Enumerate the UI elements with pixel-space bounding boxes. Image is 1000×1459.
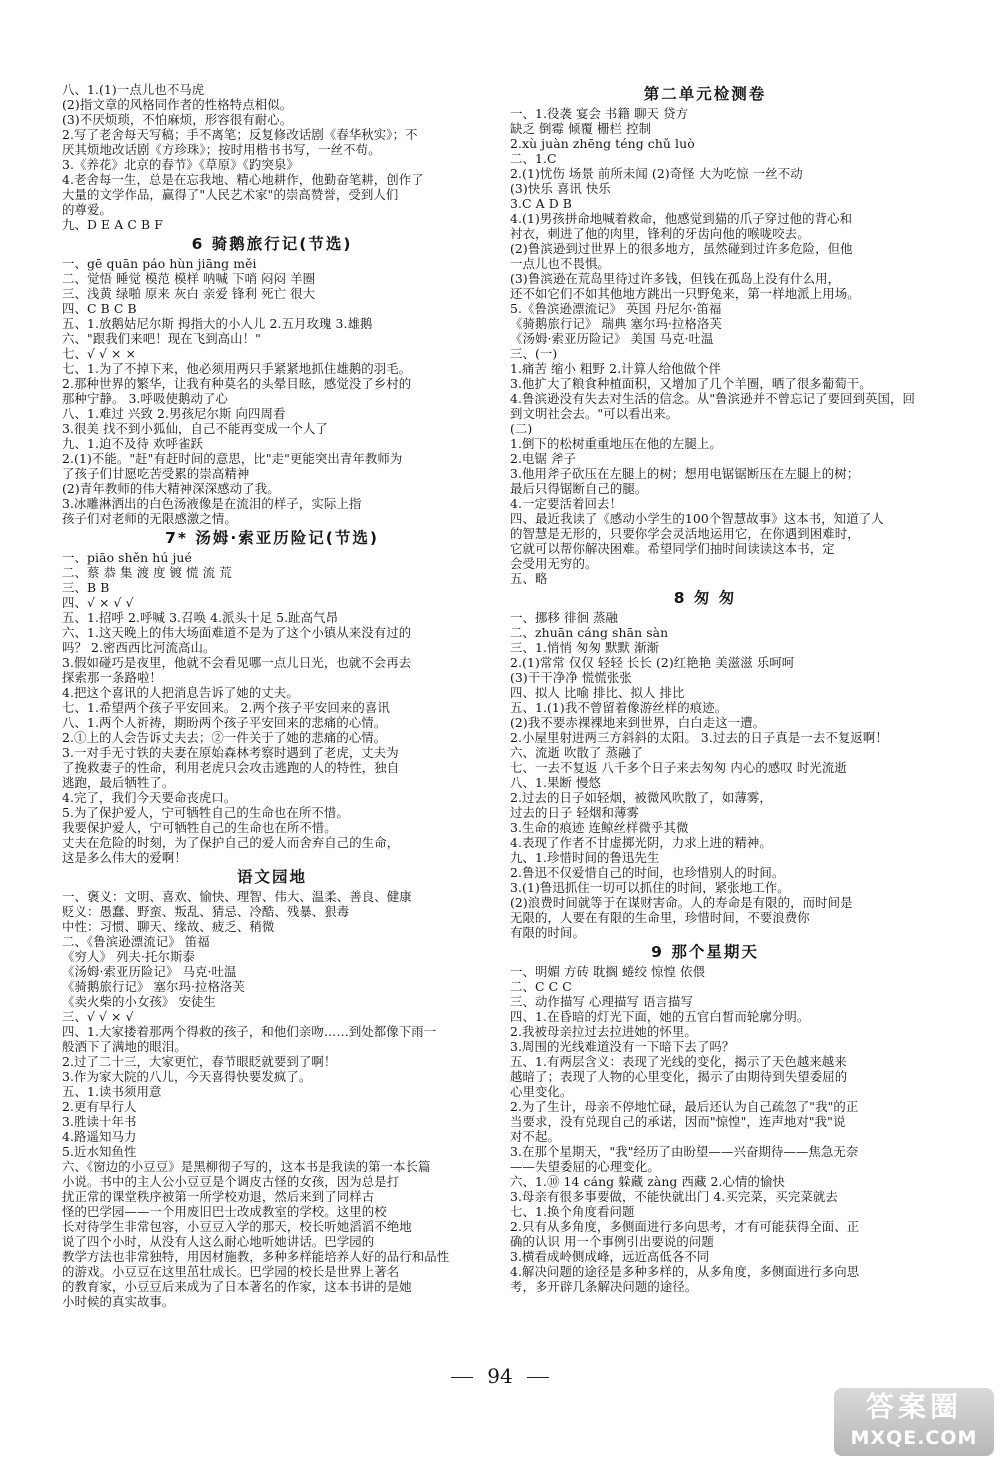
answer-line: 四、最近我读了《感动小学生的100个智慧故事》这本书，知道了人	[510, 511, 884, 526]
answer-line: 2.过了二十三，大家更忙，春节眼眨就要到了啊！	[62, 1054, 337, 1069]
answer-line: 4.鲁滨逊没有失去对生活的信念。从"鲁滨逊并不曾忘记了要回到英国，回	[510, 391, 916, 406]
answer-line: 无限的，人要在有限的生命里，珍惜时间，不要浪费你	[510, 910, 810, 925]
answer-line: 八、1.两个人祈祷，期盼两个孩子平安回来的悲痛的心情。	[62, 715, 387, 730]
answer-line: (二)	[510, 421, 533, 436]
answer-line: 逃跑，最后牺牲了。	[62, 775, 175, 790]
answer-line: 3.假如碰巧是夜里，他就不会看见哪一点儿日光，也就不会再去	[62, 655, 412, 670]
answer-line: 八、1.(1)一点儿也不马虎	[62, 82, 205, 97]
answer-line: 五、1.放鹅姑尼尔斯 拇指大的小人儿 2.五月玫瑰 3.雄鹅	[62, 316, 373, 331]
answer-line: 2.那种世界的繁华，让我有种莫名的头晕目眩，感觉没了乡村的	[62, 376, 412, 391]
answer-line: 它就可以帮你解决困难。希望同学们抽时间读读这本书，定	[510, 541, 835, 556]
answer-line: 二、zhuān cáng shān sàn	[510, 625, 669, 640]
answer-line: 4.老舍每一生，总是在忘我地、精心地耕作，他勤奋笔耕，创作了	[62, 172, 424, 187]
answer-line: 4.解决问题的途径是多种多样的，从多角度，多侧面进行多向思	[510, 1264, 860, 1279]
page-number-dash-right	[527, 1377, 549, 1378]
right-column	[510, 82, 940, 1294]
answer-line: 六、1.⑩ 14 cáng 躲藏 zàng 西藏 2.心情的愉快	[510, 1174, 785, 1189]
answer-line: 了孩子们甘愿吃苦受累的崇高精神	[62, 466, 250, 481]
answer-line: 一、1.役袭 宴会 书籍 聊天 贷方	[510, 106, 689, 121]
answer-line: 《骑鹅旅行记》 瑞典 塞尔玛·拉格洛芙	[510, 316, 722, 331]
answer-line: 2.过去的日子如轻烟，被微风吹散了，如薄雾，	[510, 790, 772, 805]
answer-line: (2)青年教师的伟大精神深深感动了我。	[62, 481, 280, 496]
answer-line: 2.电锯 斧子	[510, 451, 577, 466]
answer-line: 四、拟人 比喻 排比、拟人 排比	[510, 685, 685, 700]
answer-line: (2)指文章的风格同作者的性格特点相似。	[62, 97, 293, 112]
answer-line: 四、1.大家搂着那两个得救的孩子，和他们亲吻……到处都像下雨一	[62, 1024, 437, 1039]
answer-line: 2.写了老舍每天写稿；手不离笔；反复修改话剧《春华秋实》；不	[62, 127, 418, 142]
answer-line: 的智慧是无形的，只要你学会灵活地运用它，在你遇到困难时，	[510, 526, 860, 541]
answer-line: 六、"跟我们来吧！现在飞到高山！"	[62, 331, 261, 346]
answer-line: 3.在那个星期天，"我"经历了由盼望——兴奋期待——焦急无奈	[510, 1144, 859, 1159]
answer-line: 《卖火柴的小女孩》 安徒生	[62, 994, 216, 1009]
section-heading: 7* 汤姆·索亚历险记(节选)	[165, 529, 379, 547]
answer-line: 七、1.为了不掉下来，他必须用两只手紧紧地抓住雄鹅的羽毛。	[62, 361, 412, 376]
watermark-url: MXQE.COM	[850, 1427, 978, 1449]
answer-line: 3.C A D B	[510, 196, 573, 211]
answer-line: 我要保护爱人，宁可牺牲自己的生命也在所不惜。	[62, 820, 337, 835]
answer-line: 3.母亲有很多事要做，不能快就出门 4.买完菜，买完菜就去	[510, 1189, 838, 1204]
answer-line: 当要求，没有兑现自己的承诺，因而"惊惶"，连声地对"我"说	[510, 1114, 846, 1129]
answer-line: 2.鲁迅不仅爱惜自己的时间，也珍惜别人的时间。	[510, 865, 785, 880]
answer-line: 这是多么伟大的爱啊！	[62, 850, 187, 865]
answer-line: 5.近水知鱼性	[62, 1144, 137, 1159]
answer-line: 四、C B C B	[62, 301, 137, 316]
answer-line: 厌其烦地改话剧《方珍珠》；按时用楷书书写，一丝不苟。	[62, 142, 381, 157]
answer-line: 《汤姆·索亚历险记》 美国 马克·吐温	[510, 331, 714, 346]
answer-line: 一、明媚 方砖 耽搁 蜷绞 惊惶 依偎	[510, 964, 706, 979]
section-heading: 第二单元检测卷	[643, 85, 767, 103]
answer-line: 三、动作描写 心理描写 语言描写	[510, 994, 693, 1009]
answer-line: 六、1.这天晚上的伟大场面难道不是为了这个小镇从来没有过的	[62, 625, 412, 640]
answer-line: 二、蔡 恭 集 渡 度 镀 慌 流 荒	[62, 565, 232, 580]
answer-line: 八、1.难过 兴致 2.男孩尼尔斯 向四周看	[62, 406, 286, 421]
page-number: 94	[487, 1364, 513, 1388]
answer-line: 六、《窗边的小豆豆》是黑柳彻子写的，这本书是我读的第一本长篇	[62, 1159, 431, 1174]
watermark-title: 答案圈	[865, 1390, 962, 1423]
answer-line: 一、褒义：文明、喜欢、愉快、理智、伟大、温柔、善良、健康	[62, 889, 412, 904]
answer-line: 三、(一)	[510, 346, 558, 361]
answer-line: 九、D E A C B F	[62, 217, 163, 232]
section-heading: 语文园地	[236, 868, 307, 886]
answer-line: 扰正常的课堂秩序被第一所学校劝退，然后来到了同样古	[62, 1189, 375, 1204]
answer-line: (2)浪费时间就等于在谋财害命。人的寿命是有限的，而时间是	[510, 895, 853, 910]
answer-line: (2)我不要赤裸裸地来到世界，白白走这一遭。	[510, 715, 766, 730]
answer-line: 的游戏。小豆豆在这里茁壮成长。巴学园的校长是世界上著名	[62, 1264, 400, 1279]
answer-line: 的尊爱。	[62, 202, 112, 217]
answer-line: 《穷人》 列夫·托尔斯泰	[62, 949, 195, 964]
answer-line: 缺乏 倒霉 倾覆 栅栏 控制	[510, 121, 652, 136]
answer-line: 小说。书中的主人公小豆豆是个调皮古怪的女孩，因为总是打	[62, 1174, 400, 1189]
page-number-footer	[0, 1364, 1000, 1388]
answer-line: 那种宁静。 3.呼吸使鹅动了心	[62, 391, 228, 406]
answer-line: 怪的巴学园——一个用废旧巴士改成教室的学校。这里的校	[62, 1204, 387, 1219]
answer-line: 七、一去不复返 八千多个日子来去匆匆 内心的感叹 时光流逝	[510, 760, 847, 775]
answer-line: 二、C C C	[510, 979, 572, 994]
answer-line: 中性：习惯、聊天、缘故、疲乏、稍微	[62, 919, 275, 934]
answer-line: 五、1.有两层含义：表现了光线的变化，揭示了天色越来越来	[510, 1054, 847, 1069]
answer-line: 三、√ √ × √	[62, 1009, 134, 1024]
answer-line: 2.(1)不能。"赶"有赶时间的意思，比"走"更能突出青年教师为	[62, 451, 403, 466]
answer-line: 3.(1)鲁迅抓住一切可以抓住的时间，紧张地工作。	[510, 880, 790, 895]
answer-line: 4.完了，我们今天要命丧虎口。	[62, 790, 237, 805]
answer-line: 了挽救妻子的性命，利用老虎只会攻击逃跑的人的特性，独自	[62, 760, 400, 775]
answer-line: 衬衣，刺进了他的肉里，锋利的牙齿向他的喉咙咬去。	[510, 226, 810, 241]
answer-line: 3.很美 找不到小狐仙，自己不能再变成一个人了	[62, 421, 328, 436]
answer-line: 4.一定要活着回去！	[510, 496, 622, 511]
answer-line: 五、略	[510, 571, 548, 586]
answer-line: 三、B B	[62, 580, 110, 595]
answer-line: 《骑鹅旅行记》 塞尔玛·拉格洛芙	[62, 979, 245, 994]
answer-line: 六、流逝 吹散了 蒸融了	[510, 745, 643, 760]
answer-line: 2.(1)忧伤 场景 前所未闻 (2)奇怪 大为吃惊 一丝不动	[510, 166, 803, 181]
answer-line: 吗？ 2.密西西比河流高山。	[62, 640, 216, 655]
answer-line: 最后只得锯断自己的腿。	[510, 481, 648, 496]
answer-line: 对不起。	[510, 1129, 560, 1144]
answer-line: 考，多开辟几条解决问题的途径。	[510, 1279, 698, 1294]
answer-line: (3)鲁滨逊在荒岛里待过许多钱，但钱在孤岛上没有什么用，	[510, 271, 841, 286]
answer-line: 一、gē quān páo hùn jiāng měi	[62, 256, 257, 271]
answer-line: 5.《鲁滨逊漂流记》 英国 丹尼尔·笛福	[510, 301, 722, 316]
answer-line: 2.xù juàn zhēng téng chǔ luò	[510, 136, 695, 151]
answer-line: 二、觉悟 睡觉 模范 模样 呐喊 下哨 闷闷 羊圈	[62, 271, 316, 286]
answer-line: 一点儿也不畏惧。	[510, 256, 610, 271]
answer-line: 《汤姆·索亚历险记》 马克·吐温	[62, 964, 237, 979]
answer-line: 过去的日子 轻烟和薄雾	[510, 805, 639, 820]
answer-line: (3)不厌烦琐，不怕麻烦，形容很有耐心。	[62, 112, 293, 127]
answer-line: 确的认识 用一个事例引出要说的问题	[510, 1234, 714, 1249]
answer-line: 七、1.换个角度看问题	[510, 1204, 635, 1219]
answer-line: 3.他扩大了粮食种植面积，又增加了几个羊圈，晒了很多葡萄干。	[510, 376, 872, 391]
answer-line: (3)干干净净 慌慌张张	[510, 670, 632, 685]
answer-line: 还不如它们不如其他地方跳出一只野兔来，第一样地派上用场。	[510, 286, 860, 301]
answer-line: 五、1.(1)我不曾留着像游丝样的痕迹。	[510, 700, 728, 715]
answer-line: 一、piāo shěn hú jué	[62, 550, 192, 565]
answer-line: 四、1.在昏暗的灯光下面，她的五官白皙而轮廓分明。	[510, 1009, 810, 1024]
answer-line: 2.小屋里射进两三方斜斜的太阳。 3.过去的日子真是一去不复返啊！	[510, 730, 888, 745]
answer-line: 四、√ × √ √	[62, 595, 134, 610]
answer-line: 小时候的真实故事。	[62, 1294, 175, 1309]
answer-line: 九、1.珍惜时间的鲁迅先生	[510, 850, 660, 865]
answer-line: 二、1.C	[510, 151, 557, 166]
answer-line: 5.为了保护爱人，宁可牺牲自己的生命也在所不惜。	[62, 805, 349, 820]
answer-line: 大量的文学作品，赢得了"人民艺术家"的崇高赞誉，受到人们	[62, 187, 399, 202]
section-heading: 9 那个星期天	[651, 943, 759, 961]
answer-line: 的教育家，小豆豆后来成为了日本著名的作家，这本书讲的是她	[62, 1279, 412, 1294]
answer-line: 教学方法也非常独特，用因材施教，多种多样能培养人好的品行和品性	[62, 1249, 450, 1264]
answer-line: 到文明社会去。"可以看出来。	[510, 406, 679, 421]
answer-line: 八、1.果断 慢悠	[510, 775, 602, 790]
answer-line: 七、1.希望两个孩子平安回来。 2.两个孩子平安回来的喜讯	[62, 700, 390, 715]
answer-line: 九、1.迫不及待 欢呼雀跃	[62, 436, 203, 451]
answer-line: (2)鲁滨逊到过世界上的很多地方，虽然碰到过许多危险，但他	[510, 241, 853, 256]
answer-line: ——失望委屈的心理变化。	[510, 1159, 660, 1174]
answer-line: 二、《鲁滨逊漂流记》 笛福	[62, 934, 210, 949]
answer-line: 探索那一条路啦！	[62, 670, 162, 685]
answer-line: 4.(1)男孩拼命地喊着救命，他感觉到猫的爪子穿过他的背心和	[510, 211, 853, 226]
answer-line: 五、1.招呼 2.呼喊 3.召唤 4.派头十足 5.趾高气昂	[62, 610, 339, 625]
answer-line: 3.胜读十年书	[62, 1114, 137, 1129]
watermark-logo	[834, 1388, 994, 1456]
answer-line: 3.横看成岭侧成峰，远近高低各不同	[510, 1249, 710, 1264]
answer-line: 3.他用斧子砍压在左腿上的树；想用电锯锯断压在左腿上的树；	[510, 466, 860, 481]
answer-line: 三、1.悄悄 匆匆 默默 渐渐	[510, 640, 660, 655]
answer-line: 3.生命的痕迹 连鲸丝样微乎其微	[510, 820, 689, 835]
answer-line: 丈夫在危险的时刻，为了保护自己的爱人而舍弃自己的生命，	[62, 835, 400, 850]
answer-line: 3.一对手无寸铁的夫妻在原始森林考察时遇到了老虎，丈夫为	[62, 745, 399, 760]
answer-line: 4.路遥知马力	[62, 1129, 137, 1144]
answer-line: 2.我被母亲拉过去拉进她的怀里。	[510, 1024, 697, 1039]
answer-line: 2.只有从多角度，多侧面进行多向思考，才有可能获得全面、正	[510, 1219, 860, 1234]
answer-line: 1.倒下的松树重重地压在他的左腿上。	[510, 436, 722, 451]
answer-line: 心里变化。	[510, 1084, 573, 1099]
answer-line: 4.把这个喜讯的人把消息告诉了她的丈夫。	[62, 685, 299, 700]
answer-line: 七、√ √ × ×	[62, 346, 137, 361]
answer-line: 长对待学生非常包容，小豆豆入学的那天，校长听她滔滔不绝地	[62, 1219, 412, 1234]
left-column	[62, 82, 482, 1309]
answer-line: 会受用无穷的。	[510, 556, 598, 571]
answer-line: 越暗了；表现了人物的心里变化，揭示了由期待到失望委屈的	[510, 1069, 848, 1084]
answer-line: 3.作为家大院的八儿，今天喜得快要发疯了。	[62, 1069, 312, 1084]
answer-line: 三、浅黄 绿啪 原来 灰白 亲爱 锋利 死亡 很大	[62, 286, 316, 301]
answer-line: 2.更有早行人	[62, 1099, 137, 1114]
answer-line: 4.表现了作者不甘虚掷光阴，力求上进的精神。	[510, 835, 772, 850]
answer-line: 五、1.读书须用意	[62, 1084, 162, 1099]
answer-line: 般洒下了满地的眼泪。	[62, 1039, 187, 1054]
section-heading: 6 骑鹅旅行记(节选)	[191, 235, 353, 253]
answer-line: 说了四个小时，从没有人这么耐心地听她讲话。巴学园的	[62, 1234, 375, 1249]
answer-line: 孩子们对老师的无限感激之情。	[62, 511, 237, 526]
answer-line: 3.《养花》北京的春节》《草原》《趵突泉》	[62, 157, 299, 172]
page-number-dash-left	[451, 1377, 473, 1378]
answer-line: 2.(1)常常 仅仅 轻轻 长长 (2)红艳艳 美滋滋 乐呵呵	[510, 655, 795, 670]
answer-line: 一、挪移 徘徊 蒸融	[510, 610, 619, 625]
answer-line: 有限的时间。	[510, 925, 585, 940]
answer-line: 3.冰雕淋洒出的白色汤液像是在流泪的样子，实际上指	[62, 496, 362, 511]
answer-line: 2.①上的人会告诉丈夫去；②一件关于了她的悲痛的心情。	[62, 730, 387, 745]
answer-line: (3)快乐 喜讯 快乐	[510, 181, 611, 196]
answer-line: 贬义：愚蠢、野蛮、叛乱、猜忌、冷酷、残暴、狠毒	[62, 904, 350, 919]
section-heading: 8 匆 匆	[673, 589, 737, 607]
answer-line: 3.周围的光线难道没有一下暗下去了吗？	[510, 1039, 735, 1054]
answer-line: 2.为了生计，母亲不停地忙碌，最后还认为自己疏忽了"我"的正	[510, 1099, 859, 1114]
answer-line: 1.痛苦 缩小 粗野 2.计算人给他做个伴	[510, 361, 722, 376]
